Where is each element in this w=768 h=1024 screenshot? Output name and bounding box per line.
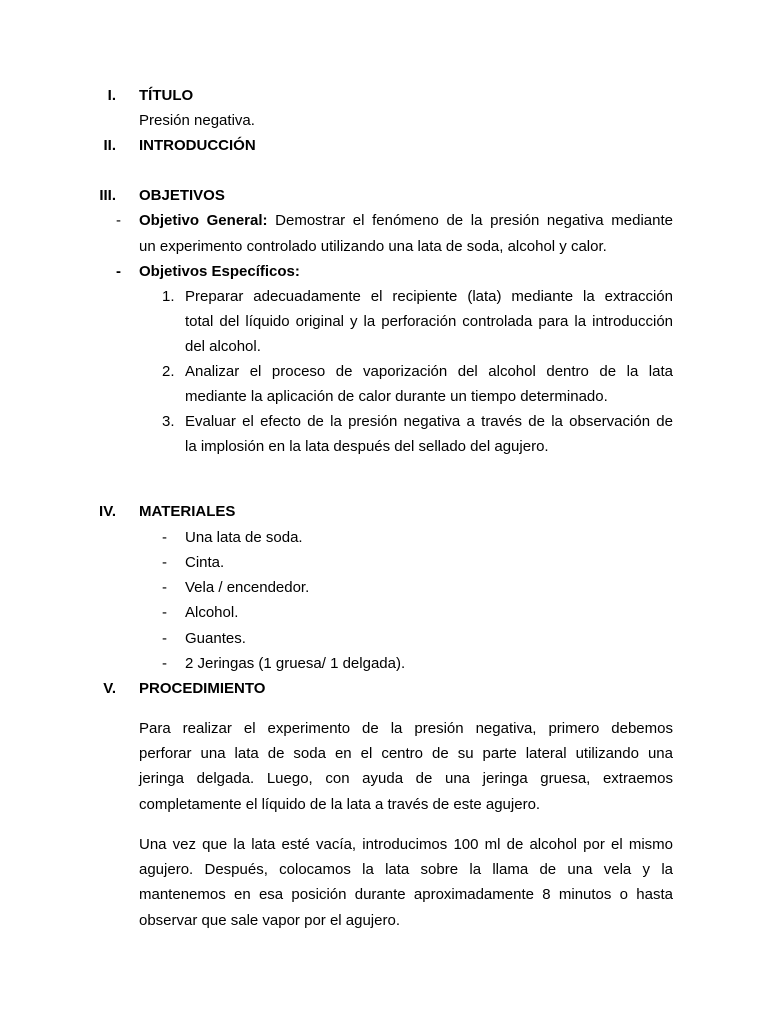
procedimiento-paragraph-1: [139, 716, 673, 817]
material-item: Vela / encendedor.: [185, 579, 310, 596]
section-number: V.: [103, 680, 116, 697]
bullet-dash: -: [162, 579, 167, 596]
bullet-dash: -: [116, 263, 121, 280]
section-title: TÍTULO: [139, 87, 194, 104]
section-title: INTRODUCCIÓN: [139, 137, 256, 154]
section-procedimiento-heading: [0, 678, 768, 700]
section-title: MATERIALES: [139, 503, 236, 520]
paragraph-line: mantenemos en esa posición durante aproximadamente 8 minutos o hasta: [139, 886, 673, 904]
material-item: Alcohol.: [185, 604, 239, 621]
paragraph-line: Una vez que la lata esté vacía, introducimos 100 ml de alcohol por el mismo: [139, 836, 673, 853]
material-item: 2 Jeringas (1 gruesa/ 1 delgada).: [185, 655, 406, 672]
material-item: Una lata de soda.: [185, 529, 303, 546]
paragraph-line: Para realizar el experimento de la presión negativa, primero debemos: [139, 720, 673, 737]
objetivo-general-line1: [139, 208, 673, 233]
list-number: 2.: [162, 363, 175, 380]
objetivo-general-label: Objetivo General:: [139, 212, 268, 229]
objetivo-1-line1: Preparar adecuadamente el recipiente (lata) mediante la extracción: [185, 288, 673, 305]
objetivos-especificos-label: Objetivos Específicos:: [139, 263, 300, 280]
paragraph-line: perforar una lata de soda en el centro de su parte lateral utilizando una: [139, 745, 673, 763]
paragraph-line: observar que sale vapor por el agujero.: [139, 911, 400, 929]
paragraph-line: jeringa delgada. Luego, con ayuda de una jeringa gruesa, extraemos: [139, 770, 673, 788]
section-materiales-heading: [0, 501, 768, 523]
bullet-dash: -: [116, 212, 121, 229]
objetivo-2-line1: Analizar el proceso de vaporización del alcohol dentro de la lata: [185, 363, 673, 380]
section-titulo-heading: [0, 85, 768, 107]
paragraph-line: completamente el líquido de la lata a través de este agujero.: [139, 795, 541, 813]
objetivo-1-line2: total del líquido original y la perforación controlada para la introducción: [185, 313, 673, 330]
section-number: I.: [107, 87, 116, 104]
section-number: III.: [99, 187, 116, 204]
objetivo-3-line1: Evaluar el efecto de la presión negativa a través de la observación de: [185, 413, 673, 430]
section-objetivos-heading: [0, 185, 768, 207]
material-item: Guantes.: [185, 630, 246, 647]
objetivo-3-line2: la implosión en la lata después del sellado del agujero.: [185, 438, 549, 455]
bullet-dash: -: [162, 655, 167, 672]
section-title: OBJETIVOS: [139, 187, 225, 204]
section-number: IV.: [99, 503, 116, 520]
section-number: II.: [103, 137, 116, 154]
objetivo-general-line2: un experimento controlado utilizando una lata de soda, alcohol y calor.: [139, 238, 607, 255]
bullet-dash: -: [162, 630, 167, 647]
objetivo-general-text: Demostrar el fenómeno de la presión negativa mediante: [275, 212, 673, 229]
list-number: 3.: [162, 413, 175, 430]
objetivo-2-line2: mediante la aplicación de calor durante un tiempo determinado.: [185, 388, 608, 405]
bullet-dash: -: [162, 554, 167, 571]
bullet-dash: -: [162, 604, 167, 621]
objetivo-1-line3: del alcohol.: [185, 338, 261, 355]
titulo-body: Presión negativa.: [139, 112, 255, 129]
list-number: 1.: [162, 288, 175, 305]
procedimiento-paragraph-2: [139, 832, 673, 933]
material-item: Cinta.: [185, 554, 225, 571]
section-title: PROCEDIMIENTO: [139, 680, 266, 697]
bullet-dash: -: [162, 529, 167, 546]
paragraph-line: agujero. Después, colocamos la lata sobre la llama de una vela y la: [139, 861, 673, 879]
section-introduccion-heading: [0, 135, 768, 157]
